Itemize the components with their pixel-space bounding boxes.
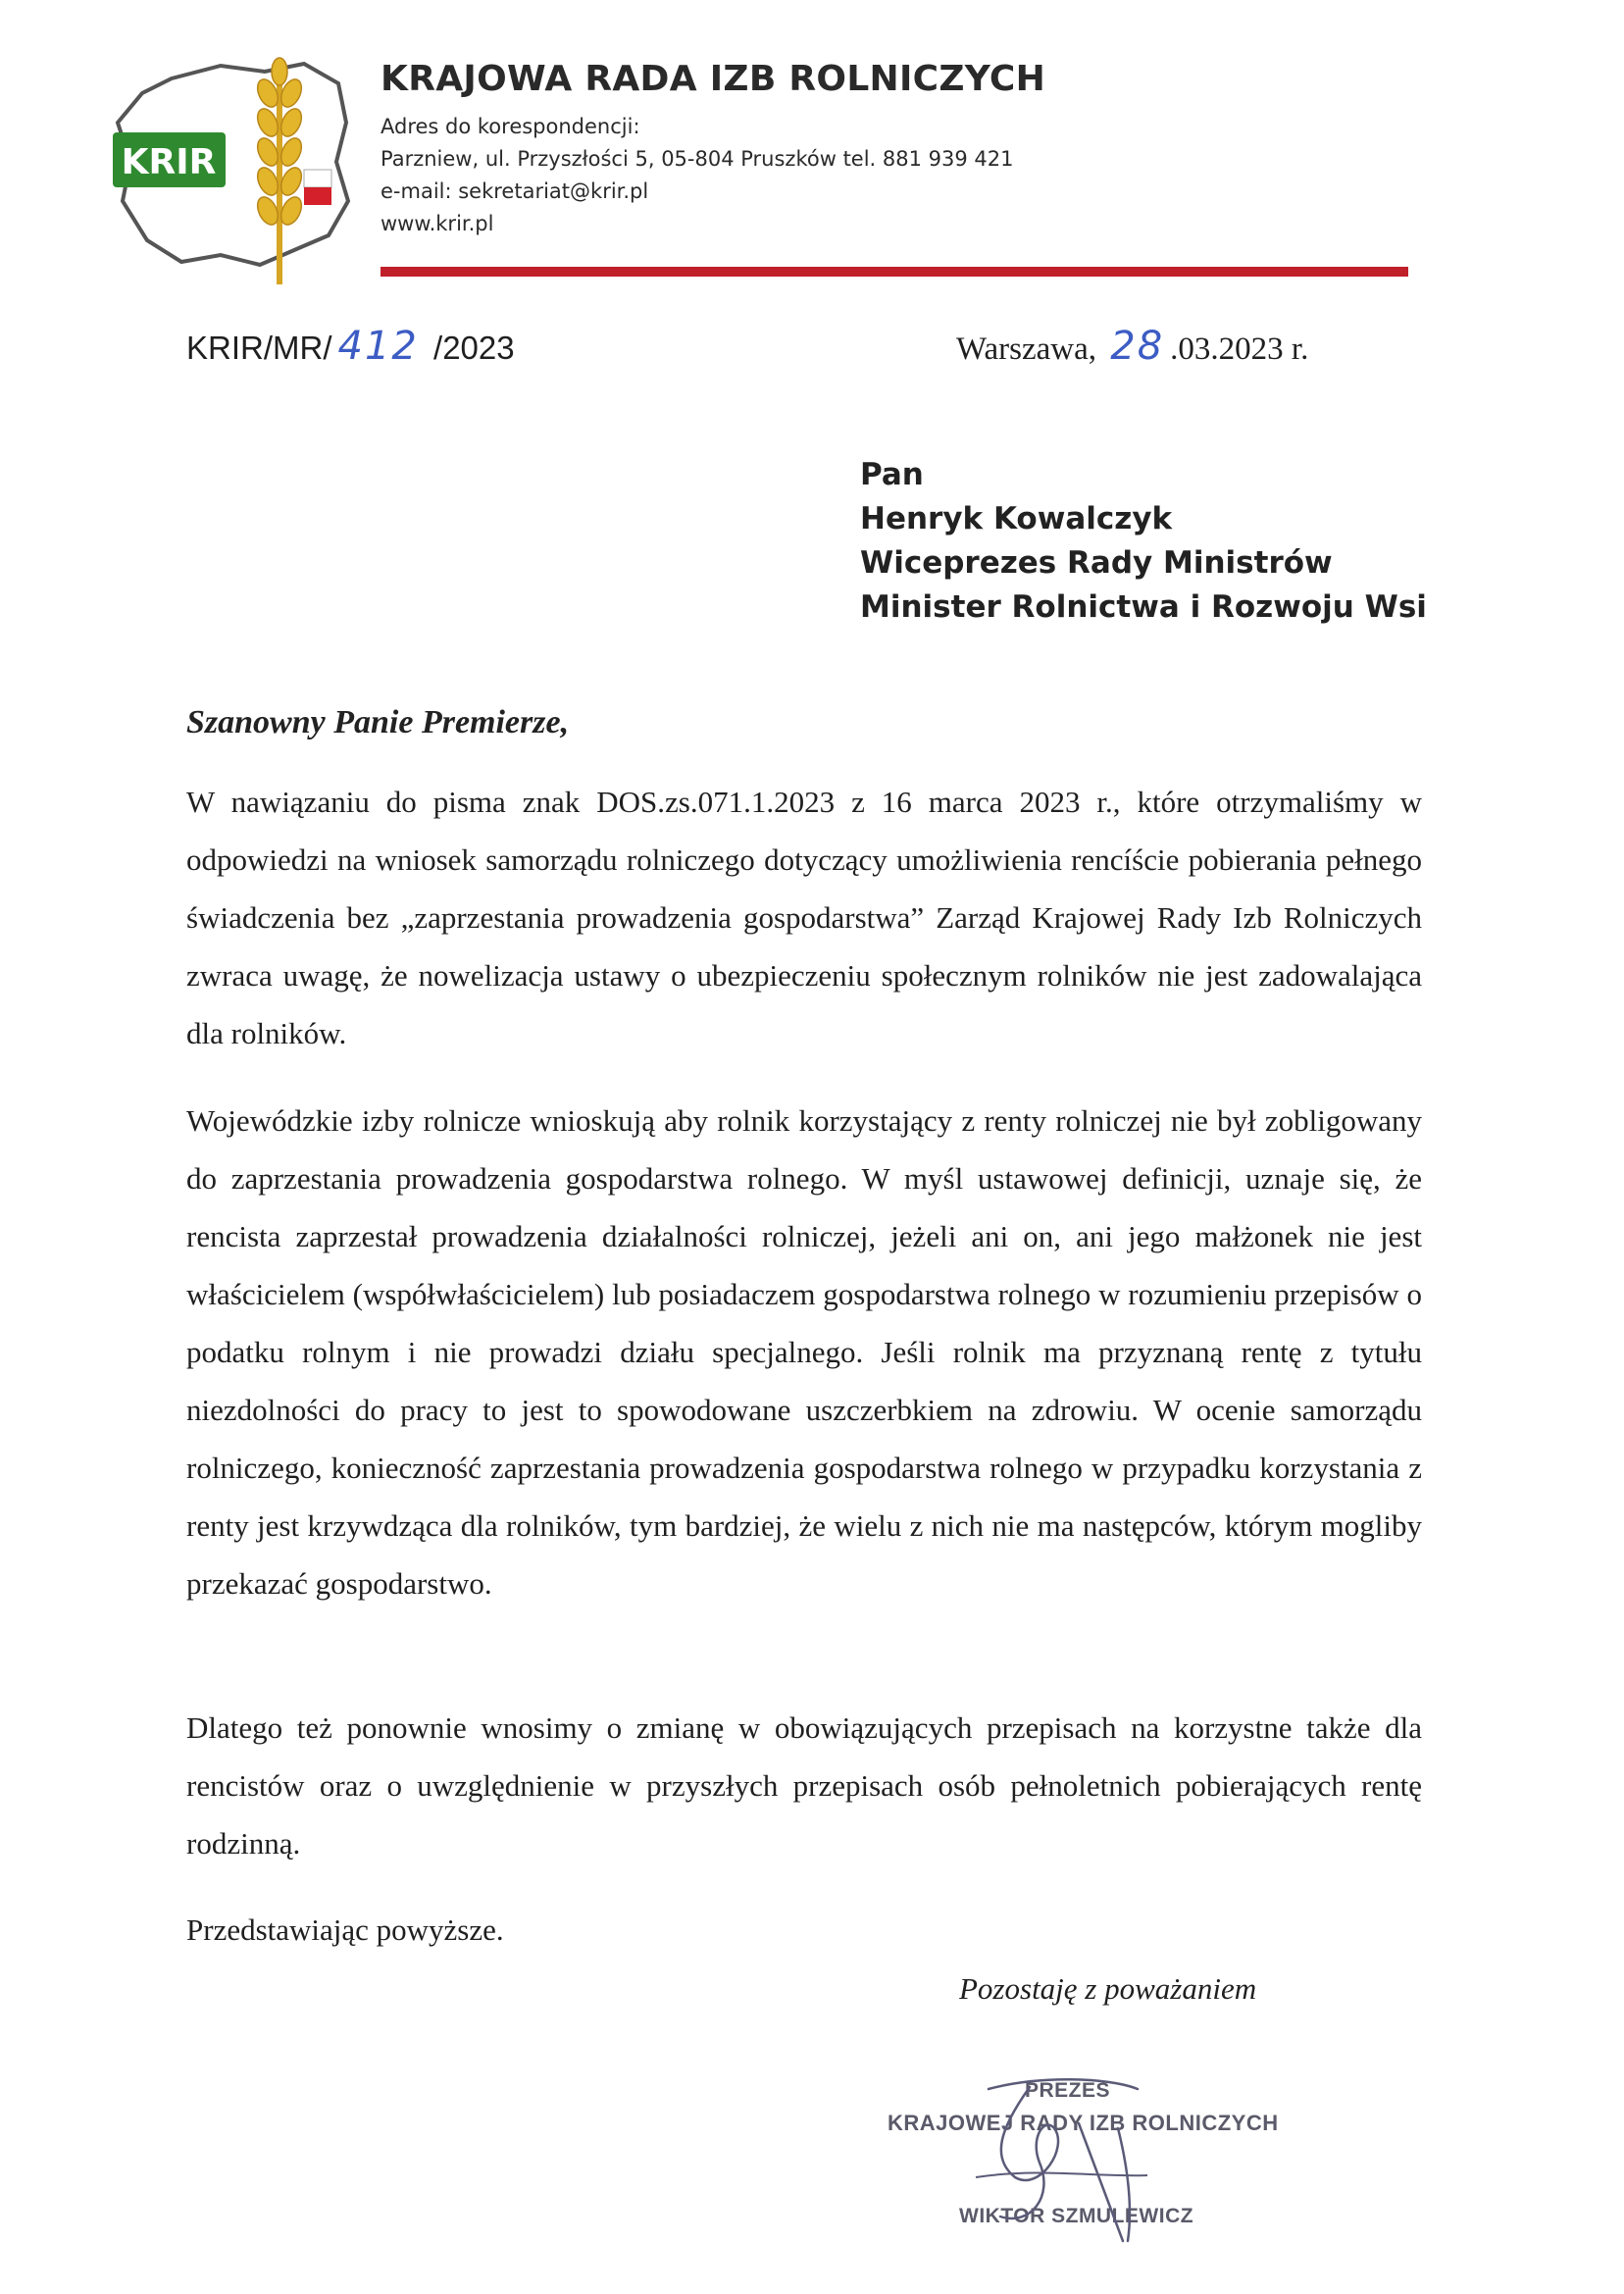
email: e-mail: sekretariat@krir.pl: [381, 179, 649, 203]
handwritten-number: 412: [337, 324, 419, 369]
address-label: Adres do korespondencji:: [381, 115, 640, 138]
date-suffix: .03.2023 r.: [1170, 331, 1309, 367]
reference-number: [186, 324, 515, 369]
addressee-title: Pan: [860, 457, 924, 492]
paragraph-3: Dlatego też ponownie wnosimy o zmianę w obowiązujących przepisach na korzystne także dla rencistów oraz o uwzględnienie w przyszłych przepisach osób pełnoletnich pobierających rentę rodzinną.: [186, 1710, 1422, 1861]
addressee-name: Henryk Kowalczyk: [860, 501, 1173, 536]
addressee-position: Wiceprezes Rady Ministrów: [860, 545, 1333, 581]
handwritten-day: 28: [1110, 324, 1165, 369]
logo-text: KRIR: [121, 142, 217, 182]
date-prefix: Warszawa,: [956, 331, 1105, 367]
stamp-title: PREZES: [1025, 2079, 1111, 2102]
paragraph-2: Wojewódzkie izby rolnicze wnioskują aby rolnik korzystający z renty rolniczej nie był zobligowany do zaprzestania prowadzenia gospodarstwa rolnego. W myśl ustawowej definicji, uznaje się, że rencista zaprzestał prowadzenia działalności rolniczej, jeżeli ani on, ani jego małżonek nie jest właścicielem (współwłaścicielem) lub posiadaczem gospodarstwa rolnego w rozumieniu przepisów o podatku rolnym i nie prowadzi działu specjalnego. Jeśli rolnik ma przyznaną rentę z tytułu niezdolności do pracy to jest to spowodowane uszczerbkiem na zdrowiu. W ocenie samorządu rolniczego, konieczność zaprzestania prowadzenia gospodarstwa rolnego w przypadku korzystania z renty jest krzywdząca dla rolników, tym bardziej, że wielu z nich nie ma następców, którym mogliby przekazać gospodarstwo.: [186, 1103, 1422, 1601]
paragraph-4: Przedstawiając powyższe.: [186, 1912, 504, 1947]
header-divider: [381, 267, 1408, 277]
reference-suffix: /2023: [424, 330, 515, 366]
addressee-ministry: Minister Rolnictwa i Rozwoju Wsi: [860, 589, 1427, 625]
reference-prefix: KRIR/MR/: [186, 330, 332, 366]
letter-date: [956, 324, 1308, 369]
krir-logo-icon: [103, 54, 368, 289]
letterhead: [381, 59, 1045, 240]
signature-icon: [883, 2069, 1255, 2266]
stamp-org: KRAJOWEJ RADY IZB ROLNICZYCH: [888, 2111, 1279, 2135]
website: www.krir.pl: [381, 212, 494, 235]
addressee: [860, 453, 1427, 630]
salutation: Szanowny Panie Premierze,: [186, 704, 570, 740]
paragraph-1: W nawiązaniu do pisma znak DOS.zs.071.1.2023 z 16 marca 2023 r., które otrzymaliśmy w odpowiedzi na wniosek samorządu rolniczego dotyczący umożliwienia rencíście pobierania pełnego świadczenia bez „zaprzestania prowadzenia gospodarstwa” Zarząd Krajowej Rady Izb Rolniczych zwraca uwagę, że nowelizacja ustawy o ubezpieczeniu społecznym rolników nie jest zadowalająca dla rolników.: [186, 785, 1422, 1050]
signature-stamp: [883, 2069, 1279, 2266]
address: Parzniew, ul. Przyszłości 5, 05-804 Pruszków tel. 881 939 421: [381, 147, 1014, 171]
stamp-name: WIKTOR SZMULEWICZ: [959, 2205, 1194, 2227]
org-name: KRAJOWA RADA IZB ROLNICZYCH: [381, 59, 1046, 99]
closing: Pozostaję z poważaniem: [959, 1971, 1257, 2006]
